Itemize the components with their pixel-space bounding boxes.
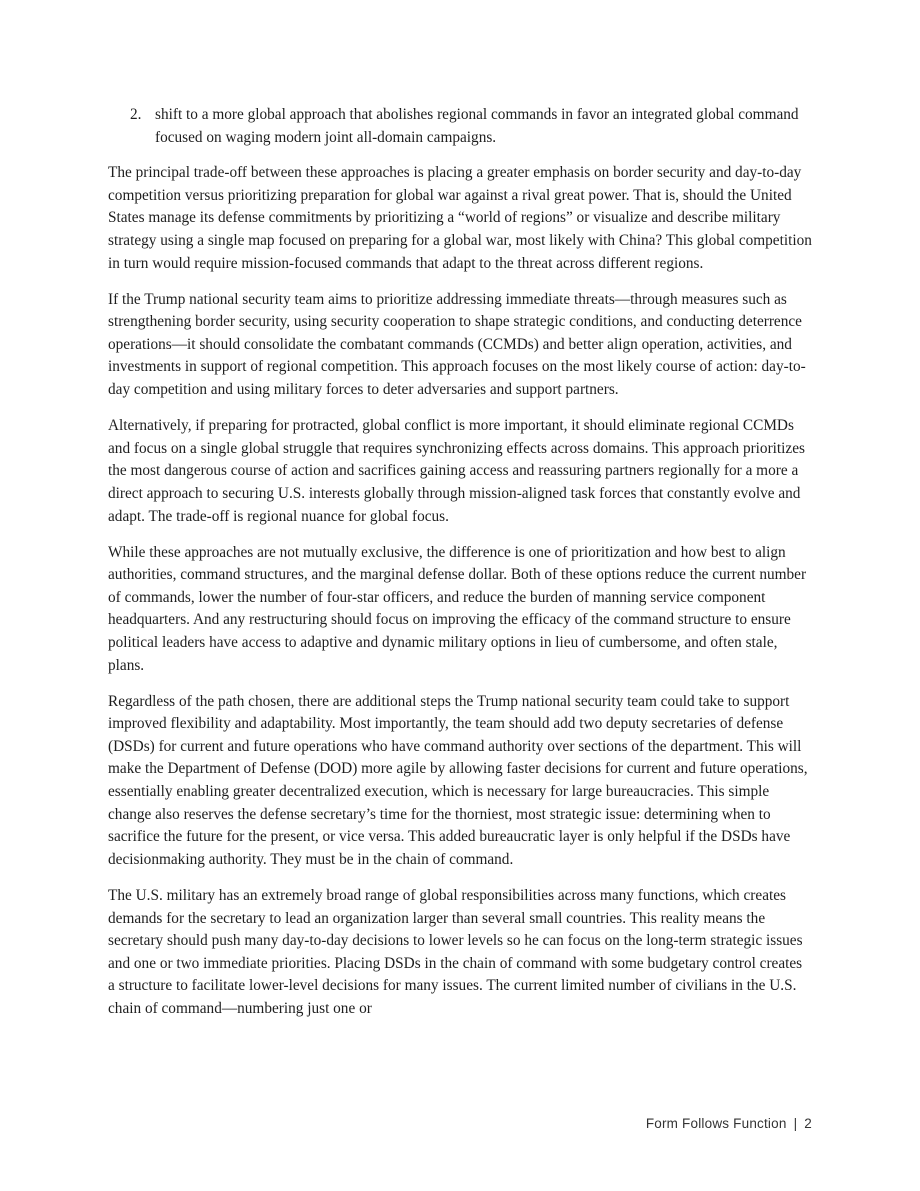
paragraph-regional-approach: If the Trump national security team aims to prioritize addressing immediate threats—through measures such as strengthening border security, using security cooperation to shape strategic conditions, and conducting deterrence operations—it should consolidate the combatant commands (CCMDs) and better align operation, activities, and investments in support of regional competition. This approach focuses on the most likely course of action: day-to-day competition and using military forces to deter adversaries and support partners.: [108, 290, 806, 399]
footer-separator: |: [793, 1116, 798, 1131]
numbered-list: [108, 104, 812, 149]
list-item-number: 2.: [130, 106, 142, 123]
list-item: [108, 104, 812, 149]
paragraph-deputy-secretaries: Regardless of the path chosen, there are additional steps the Trump national security team could take to support improved flexibility and adaptability. Most importantly, the team should add two deputy secretaries of defense (DSDs) for current and future operations who have command authority over sections of the department. This will make the Department of Defense (DOD) more agile by allowing faster decisions for current and future operations, essentially enabling greater decentralized execution, which is necessary for large bureaucracies. This simple change also reserves the defense secretary’s time for the thorniest, most strategic issue: determining when to sacrifice the future for the present, or vice versa. This added bureaucratic layer is only helpful if the DSDs have decisionmaking authority. They must be in the chain of command.: [108, 692, 808, 868]
paragraph-tradeoff: The principal trade-off between these approaches is placing a greater emphasis on border security and day-to-day competition versus prioritizing preparation for global war against a rival great power. That is, should the United States manage its defense commitments by prioritizing a “world of regions” or visualize and describe military strategy using a single map focused on preparing for a global war, most likely with China? This global competition in turn would require mission-focused commands that adapt to the threat across different regions.: [108, 164, 812, 272]
page-number: 2: [804, 1116, 812, 1131]
paragraph-chain-of-command: The U.S. military has an extremely broad range of global responsibilities across many functions, which creates demands for the secretary to lead an organization larger than several small countries. This reality means the secretary should push many day-to-day decisions to lower levels so he can focus on the long-term strategic issues and one or two immediate priorities. Placing DSDs in the chain of command with some budgetary control creates a structure to facilitate lower-level decisions for many issues. The current limited number of civilians in the U.S. chain of command—numbering just one or: [108, 886, 803, 1017]
paragraph-prioritization: While these approaches are not mutually exclusive, the difference is one of prioritization and how best to align authorities, command structures, and the marginal defense dollar. Both of these options reduce the current number of commands, lower the number of four-star officers, and reduce the burden of manning service component headquarters. And any restructuring should focus on improving the efficacy of the command structure to ensure political leaders have access to adaptive and dynamic military options in lieu of cumbersome, and often stale, plans.: [108, 543, 807, 674]
footer-title: Form Follows Function: [645, 1116, 787, 1131]
document-body: [108, 104, 812, 1034]
page-footer: [646, 1116, 812, 1131]
list-item-text: shift to a more global approach that abolishes regional commands in favor an integrated global command focused on waging modern joint all-domain campaigns.: [155, 106, 799, 146]
paragraph-global-approach: Alternatively, if preparing for protracted, global conflict is more important, it should eliminate regional CCMDs and focus on a single global struggle that requires synchronizing effects across domains. This approach prioritizes the most dangerous course of action and sacrifices gaining access and reassuring partners regionally for a more a direct approach to securing U.S. interests globally through mission-aligned task forces that constantly evolve and adapt. The trade-off is regional nuance for global focus.: [108, 417, 805, 525]
